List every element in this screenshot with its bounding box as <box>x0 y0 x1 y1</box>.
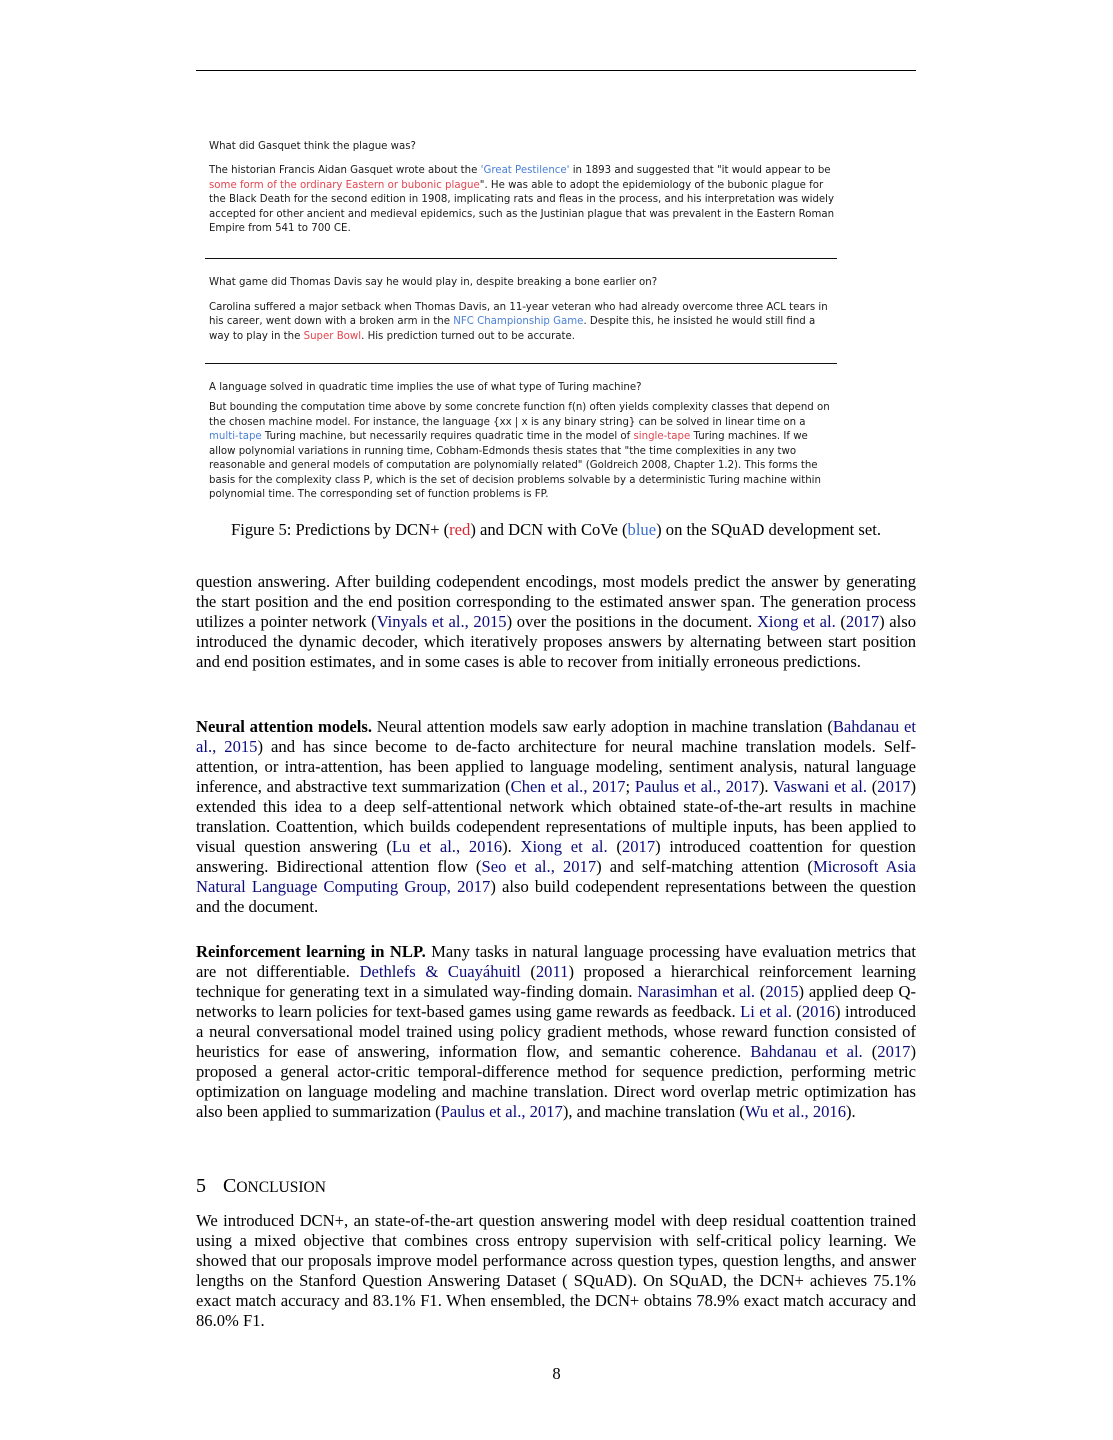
red-answer-span: Super Bowl <box>303 330 362 342</box>
blue-answer-span: NFC Championship Game <box>453 316 584 328</box>
text-span: Turing machine, but necessarily requires quadratic time in the model of <box>261 431 634 443</box>
example-2 <box>205 276 837 344</box>
example-passage <box>209 401 837 502</box>
text-span: ; <box>625 777 635 796</box>
citation-link[interactable]: Microsoft Asia Natural Language Computing Group, 2017 <box>196 857 916 896</box>
caption-text: ) and DCN with CoVe ( <box>470 520 628 539</box>
text-span: ) proposed a general actor-critic temporal-difference method for sequence prediction, performing metric optimization on language modeling and machine translation. Direct word overlap metric optimization has also been applied to summarization ( <box>196 1042 916 1121</box>
text-span: ) and self-matching attention ( <box>596 857 813 876</box>
citation-link[interactable]: 2011 <box>535 962 569 981</box>
citation-link[interactable]: Xiong et al. <box>756 612 836 631</box>
text-span: in 1893 and suggested that "it would appear to be <box>569 165 831 177</box>
text-span: ) also build codependent representations between the question and the document. <box>196 877 917 916</box>
text-span: We introduced DCN+, an state-of-the-art question answering model with deep residual coattention trained using a mixed objective that combines cross entropy supervision with self-critical policy learning. We showed that our proposals improve model performance across question types, question lengths, and answer lengths on the Stanford Question Answering Dataset ( SQuAD). On SQuAD, the DCN+ achieves 75.1% exact match accuracy and 83.1% F1. When ensembled, the DCN+ obtains 78.9% exact match accuracy and 86.0% F1. <box>196 1211 916 1330</box>
citation-link[interactable]: Vinyals et al., 2015 <box>376 612 507 631</box>
text-span: ( <box>862 1042 878 1061</box>
citation-link[interactable]: 2017 <box>877 777 911 796</box>
citation-link[interactable]: Paulus et al., 2017 <box>440 1102 563 1121</box>
citation-link[interactable]: Wu et al., 2016 <box>744 1102 847 1121</box>
red-answer-span: single-tape <box>633 431 691 443</box>
text-span: ). <box>846 1102 856 1121</box>
citation-link[interactable]: Xiong et al. <box>520 837 608 856</box>
example-question: What did Gasquet think the plague was? <box>209 141 416 152</box>
section-title-initial: C <box>223 1175 237 1197</box>
caption-blue-label: blue <box>627 520 657 539</box>
text-span: ( <box>835 612 846 631</box>
caption-red-label: red <box>449 520 471 539</box>
example-passage <box>209 164 837 236</box>
citation-link[interactable]: Vaswani et al. <box>773 777 867 796</box>
citation-link[interactable]: Seo et al., 2017 <box>481 857 597 876</box>
example-3 <box>205 381 837 502</box>
text-span: question answering. After building codependent encodings, most models predict the answer by generating the start position and the end position corresponding to the estimated answer span. The generation process utilizes a pointer network ( <box>196 572 916 631</box>
text-span: Carolina suffered a major setback when Thomas Davis, an 11-year veteran who had already overcome three ACL tears in his career, went down with a broken arm in the <box>209 301 828 328</box>
text-span: . His prediction turned out to be accurate. <box>361 330 576 342</box>
text-span: ), and machine translation ( <box>562 1102 745 1121</box>
text-span: ) applied deep Q-networks to learn policies for text-based games using game rewards as feedback. <box>196 982 916 1021</box>
text-span: ) extended this idea to a deep self-attentional network which obtained state-of-the-art results in machine translation. Coattention, which builds codependent representations of multiple inputs, has been applied to visual question answering ( <box>196 777 916 856</box>
text-span: Neural attention models saw early adoption in machine translation ( <box>371 717 833 736</box>
example-1 <box>205 140 837 236</box>
text-span: ) introduced a neural conversational model trained using policy gradient methods, whose reward function consisted of heuristics for ease of answering, information flow, and semantic coherence. <box>196 1002 916 1061</box>
citation-link[interactable]: Narasimhan et al. <box>637 982 756 1001</box>
text-span: Many tasks in natural language processing have evaluation metrics that are not differentiable. <box>196 942 916 981</box>
red-answer-span: some form of the ordinary Eastern or bubonic plague <box>209 179 480 191</box>
example-passage <box>209 301 837 344</box>
citation-link[interactable]: 2017 <box>877 1042 911 1061</box>
section-number: 5 <box>196 1175 206 1197</box>
text-span: ( <box>520 962 536 981</box>
text-span: ). <box>502 837 521 856</box>
text-span: ). <box>758 777 774 796</box>
text-span: ( <box>755 982 766 1001</box>
citation-link[interactable]: 2015 <box>765 982 799 1001</box>
text-span: ( <box>866 777 878 796</box>
citation-link[interactable]: Li et al. <box>740 1002 792 1021</box>
text-span: ". He was able to adopt the epidemiology of the bubonic plague for the Black Death for the second edition in 1908, implicating rats and fleas in the process, and his interpretation was widely accepted for other ancient and medieval epidemics, such as the Justinian plague that was prevalent in the Eastern Roman Empire from 541 to 700 CE. <box>209 179 835 235</box>
citation-link[interactable]: 2016 <box>801 1002 836 1021</box>
text-span: ( <box>607 837 622 856</box>
text-span: But bounding the computation time above by some concrete function f(n) often yields complexity classes that depend on the chosen machine model. For instance, the language {xx | x is any binary string} can be solved in linear time on a <box>209 402 830 428</box>
citation-link[interactable]: Bahdanau et al., 2015 <box>196 717 916 756</box>
paragraph-neural-attention <box>196 717 916 917</box>
citation-link[interactable]: 2017 <box>621 837 656 856</box>
paragraph-heading: Reinforcement learning in NLP. <box>196 942 426 961</box>
blue-answer-span: multi-tape <box>209 431 262 443</box>
paragraph-reinforcement-learning <box>196 942 916 1122</box>
text-span: The historian Francis Aidan Gasquet wrote about the <box>209 165 481 177</box>
paragraph-conclusion <box>196 1211 916 1331</box>
caption-text: ) on the SQuAD development set. <box>656 520 881 539</box>
text-span: Turing machines. If we allow polynomial variations in running time, Cobham-Edmonds thesis states that "the time complexities in any two reasonable and general models of computation are polynomially related" (Goldreich 2008, Chapter 1.2). This forms the basis for the complexity class P, which is the set of decision problems solvable by a deterministic Turing machine within polynomial time. The corresponding set of function problems is FP. <box>209 431 821 500</box>
text-span: ) also introduced the dynamic decoder, which iteratively proposes answers by alternating between start position and end position estimates, and in some cases is able to recover from initially erroneous predictions. <box>196 612 916 671</box>
paragraph-heading: Neural attention models. <box>196 717 372 736</box>
text-span: ) and has since become to de-facto architecture for neural machine translation models. Self-attention, or intra-attention, has been applied to language modeling, sentiment analysis, natural language inference, and abstractive text summarization ( <box>196 737 916 796</box>
blue-answer-span: 'Great Pestilence' <box>480 165 570 177</box>
citation-link[interactable]: Paulus et al., 2017 <box>634 777 759 796</box>
text-span: ) proposed a hierarchical reinforcement learning technique for generating text in a simulated way-finding domain. <box>196 962 916 1001</box>
header-rule <box>196 70 916 71</box>
page-number: 8 <box>552 1364 561 1383</box>
citation-link[interactable]: Lu et al., 2016 <box>391 837 503 856</box>
figure-5 <box>205 140 837 502</box>
caption-text: Figure 5: Predictions by DCN+ ( <box>230 520 450 539</box>
figure-divider <box>205 258 837 259</box>
citation-link[interactable]: Chen et al., 2017 <box>510 777 626 796</box>
citation-link[interactable]: Bahdanau et al. <box>750 1042 863 1061</box>
example-question: What game did Thomas Davis say he would play in, despite breaking a bone earlier on? <box>209 277 658 289</box>
text-span: ( <box>791 1002 802 1021</box>
example-question: A language solved in quadratic time implies the use of what type of Turing machine? <box>209 382 642 394</box>
paragraph-qa-decoding <box>196 572 916 672</box>
section-title-rest: ONCLUSION <box>236 1179 326 1196</box>
figure-divider <box>205 363 837 364</box>
text-span: ) introduced coattention for question answering. Bidirectional attention flow ( <box>196 837 916 876</box>
text-span: ) over the positions in the document. <box>506 612 757 631</box>
section-heading-conclusion <box>196 1174 326 1200</box>
text-span: . Despite this, he insisted he would still find a way to play in the <box>209 316 816 342</box>
figure-caption <box>196 519 916 541</box>
citation-link[interactable]: Dethlefs & Cuayáhuitl <box>359 962 521 981</box>
citation-link[interactable]: 2017 <box>845 612 880 631</box>
